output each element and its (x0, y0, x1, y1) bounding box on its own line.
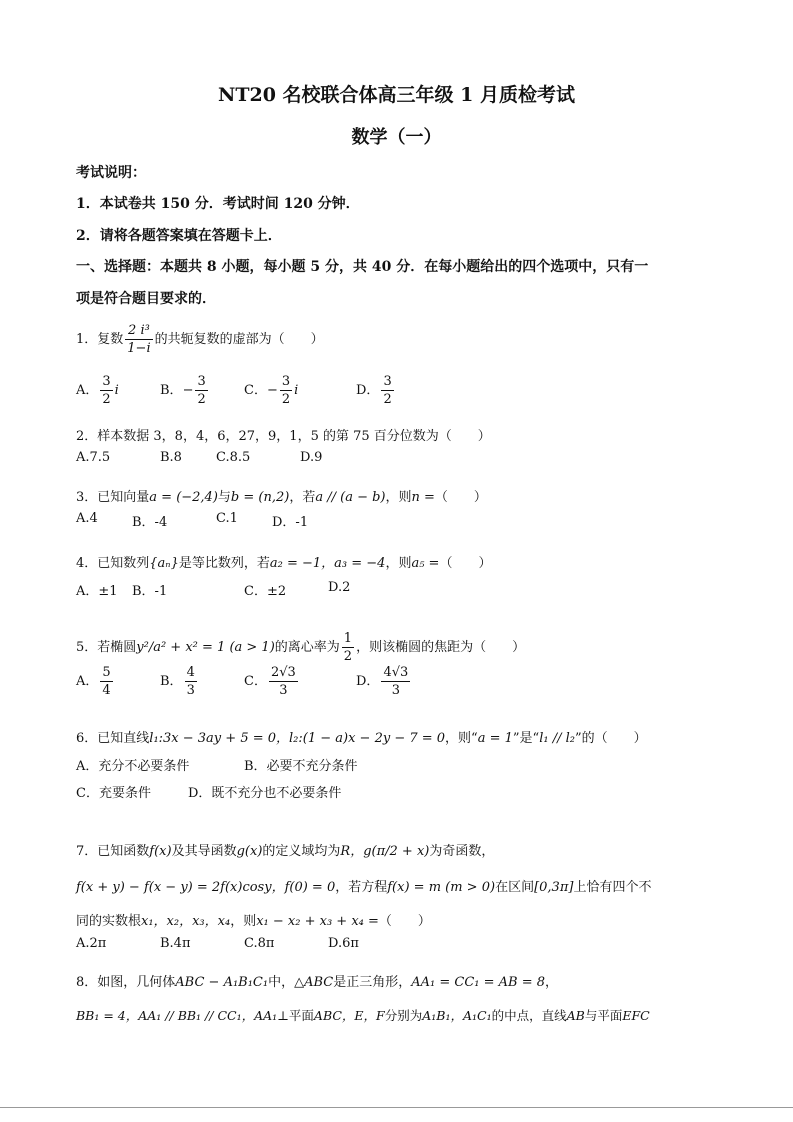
option-d: D.6π (328, 936, 359, 951)
option-c: C．±2 (244, 584, 287, 599)
question-7-line2: f(x + y) − f(x − y) = 2f(x)cosy，f(0) = 0，若方程f(x) = m (m > 0)在区间[0,3π]上恰有四个不 (76, 880, 652, 895)
option-d: D． $\frac{3}{2}$ (356, 374, 392, 407)
instruction-item: 2．请将各题答案填在答题卡上． (76, 228, 282, 244)
option-b: B．-4 (132, 515, 168, 530)
option-b: B． $\frac{4}{3}$ (160, 665, 195, 698)
option-b: B．必要不充分条件 (244, 759, 358, 774)
option-b: B．− $\frac{3}{2}$ (160, 374, 206, 407)
question-4: 4．已知数列{aₙ}是等比数列，若a₂ = −1，a₃ = −4，则a₅ =（ ） (76, 556, 492, 571)
question-7-line3: 同的实数根x₁，x₂，x₃，x₄，则x₁ − x₂ + x₃ + x₄ =（ ） (76, 914, 431, 929)
option-d: D．-1 (272, 515, 309, 530)
option-c: C.8π (244, 936, 275, 951)
option-c: C． $\frac{2√3}{3}$ (244, 665, 296, 698)
page-title: NT20 名校联合体高三年级 1 月质检考试 (217, 84, 575, 106)
option-c: C.1 (216, 511, 238, 526)
option-d: D． $\frac{4√3}{3}$ (356, 665, 409, 698)
option-a: A．充分不必要条件 (76, 759, 190, 774)
option-c: C．− $\frac{3}{2}$ i (244, 374, 299, 407)
option-a: A．±1 (76, 584, 118, 599)
page-bottom-rule (0, 1107, 793, 1108)
question-5: 5．若椭圆y²/a² + x² = 1 (a > 1)的离心率为 $\frac{1}{2}$ ，则该椭圆的焦距为（ ） (76, 631, 526, 664)
instructions-heading: 考试说明： (76, 165, 146, 181)
option-b: B.8 (160, 450, 182, 465)
option-d: D.9 (300, 450, 323, 465)
question-2: 2．样本数据 3，8，4，6，27，9，1，5 的第 75 百分位数为（ ） (76, 429, 491, 444)
question-1: 1．复数 $\frac{\text{2 i³}}{1-i}$ 的共轭复数的虚部为（ ） (76, 323, 324, 356)
option-b: B．-1 (132, 584, 168, 599)
instruction-item: 1．本试卷共 150 分．考试时间 120 分钟． (76, 196, 360, 212)
option-a: A． $\frac{3}{2}$ i (76, 374, 119, 407)
question-8-line2: BB₁ = 4，AA₁ // BB₁ // CC₁，AA₁⊥平面ABC，E，F分别为A₁B₁，A₁C₁的中点，直线AB与平面EFC (76, 1008, 650, 1023)
option-d: D.2 (328, 580, 351, 595)
question-3: 3．已知向量a = (−2,4)与b = (n,2)，若a // (a − b)，则n =（ ） (76, 490, 487, 505)
option-a: A.7.5 (76, 450, 111, 465)
section-heading-cont: 项是符合题目要求的． (76, 291, 216, 307)
option-c: C．充要条件 (76, 786, 151, 801)
section-heading: 一、选择题：本题共 8 小题，每小题 5 分，共 40 分．在每小题给出的四个选项中，只有一 (76, 259, 649, 275)
option-d: D．既不充分也不必要条件 (188, 786, 342, 801)
option-a: A.4 (76, 511, 98, 526)
page-subtitle: 数学（一） (351, 127, 442, 148)
option-b: B.4π (160, 936, 191, 951)
option-c: C.8.5 (216, 450, 251, 465)
question-8: 8．如图，几何体ABC − A₁B₁C₁中，△ABC是正三角形，AA₁ = CC₁ = AB = 8， (76, 975, 559, 990)
option-a: A.2π (76, 936, 107, 951)
question-6: 6．已知直线l₁:3x − 3ay + 5 = 0，l₂:(1 − a)x − 2y − 7 = 0，则“a = 1”是“l₁ // l₂”的（ ） (76, 731, 647, 746)
option-a: A． $\frac{5}{4}$ (76, 665, 111, 698)
question-7: 7．已知函数f(x)及其导函数g(x)的定义域均为R，g(π/2 + x)为奇函数， (76, 844, 495, 859)
complex-fraction: $\frac{\text{2 i³}}{1-i}$ (127, 323, 151, 356)
